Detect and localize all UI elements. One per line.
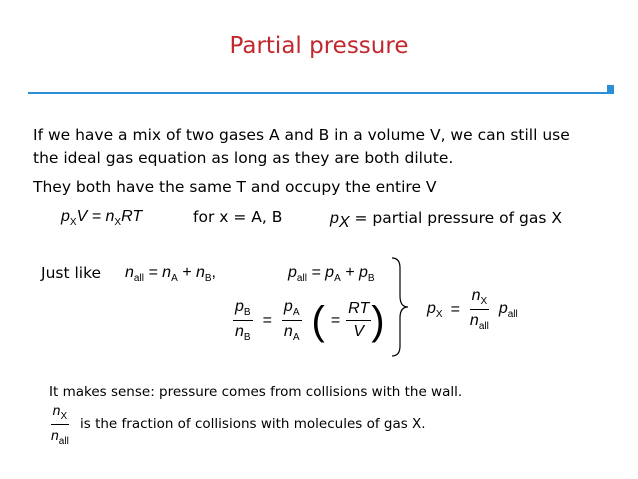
fraction-pb-over-nb: $\frac{p_B}{n_B}$ bbox=[235, 298, 251, 343]
fraction-pa-over-na: $\frac{p_A}{n_A}$ bbox=[283, 298, 300, 343]
mole-fraction: $\frac{n_X}{n_{all}}$ bbox=[469, 287, 489, 332]
conclusion-line-2: is the fraction of collisions with molecules of gas X. bbox=[80, 416, 426, 432]
just-like-label: Just like bbox=[41, 264, 102, 282]
conclusion-fraction: $\frac{n_X}{n_{all}}$ bbox=[51, 402, 69, 447]
ratio-equation: $\frac{p_B}{n_B}$ = $\frac{p_A}{n_A}$ ( = $\frac{RT}{V}$ ) bbox=[235, 298, 385, 343]
ideal-gas-equation-x: $p_XV = n_XRT$ bbox=[61, 208, 143, 228]
fraction-rt-over-v: $\frac{RT}{V}$ bbox=[348, 300, 370, 340]
title-divider bbox=[28, 92, 614, 94]
partial-pressure-definition: $p_X$ = partial pressure of gas X bbox=[330, 209, 562, 231]
title-divider-end-block bbox=[607, 85, 614, 92]
page-title: Partial pressure bbox=[229, 33, 409, 59]
same-temperature-line: They both have the same T and occupy the entire V bbox=[33, 178, 437, 196]
intro-line-1: If we have a mix of two gases A and B in a volume V, we can still use bbox=[33, 126, 570, 144]
partial-pressure-result: $p_X$ = $\frac{n_X}{n_{all}}$ $p_{all}$ bbox=[427, 287, 518, 332]
conclusion-line-1: It makes sense: pressure comes from collisions with the wall. bbox=[49, 384, 463, 400]
for-x-label: for x = A, B bbox=[193, 208, 283, 226]
total-pressure-equation: $p_{all} = p_A + p_B$ bbox=[288, 264, 375, 284]
right-brace bbox=[390, 256, 410, 358]
intro-line-2: the ideal gas equation as long as they are both dilute. bbox=[33, 149, 454, 167]
total-moles-equation: $n_{all} = n_A + n_B$, bbox=[125, 264, 216, 284]
